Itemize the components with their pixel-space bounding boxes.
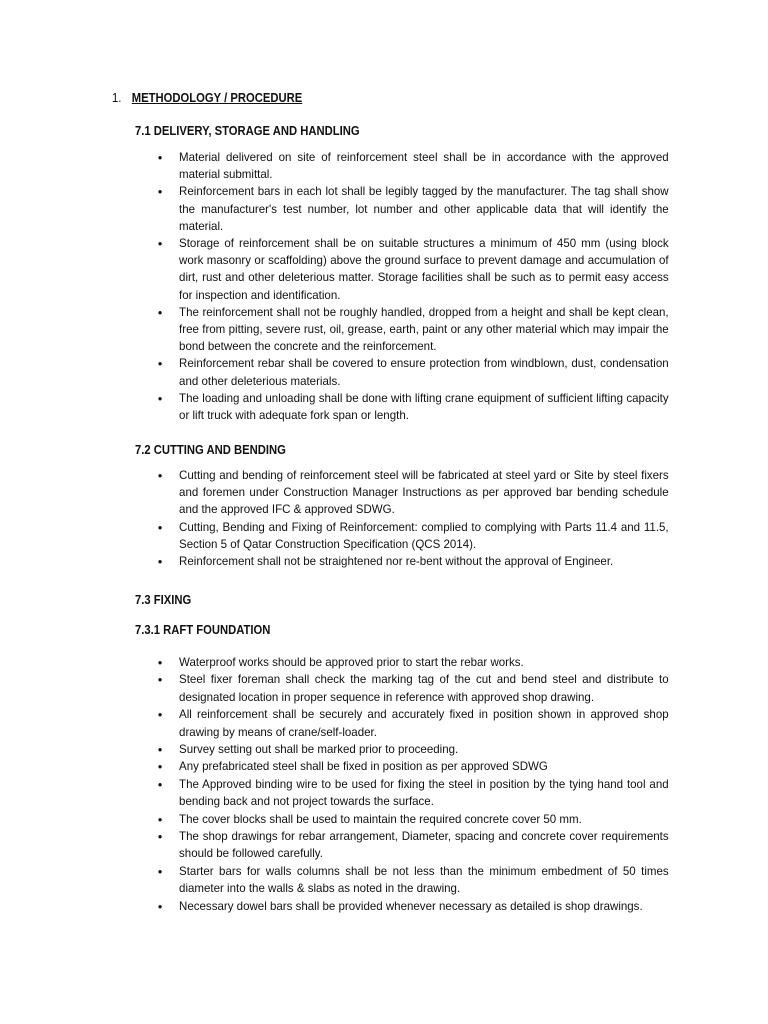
list-item [156, 355, 669, 389]
list-item [156, 706, 669, 741]
bullet-icon: • [157, 150, 163, 165]
cutting-bending-list [156, 467, 670, 570]
list-item-text: Survey setting out shall be marked prior to proceeding. [179, 742, 459, 757]
list-item [156, 828, 669, 863]
list-item [156, 811, 669, 828]
list-item-text: The cover blocks shall be used to maintain the required concrete cover 50 mm. [179, 811, 582, 826]
list-item-text: Cutting, Bending and Fixing of Reinforcement: complied to complying with Parts 11.4 and 11.5, Section 5 of Qatar Construction Specification (QCS 2014). [179, 519, 669, 551]
bullet-icon: • [157, 776, 163, 792]
bullet-icon: • [157, 236, 163, 252]
bullet-icon: • [157, 304, 163, 320]
list-item-text: The loading and unloading shall be done with lifting crane equipment of sufficient lifting capacity or lift truck with adequate fork span or length. [179, 390, 669, 423]
list-item [156, 519, 669, 553]
list-item-text: Material delivered on site of reinforcement steel shall be in accordance with the approved material submittal. [179, 150, 669, 182]
list-item [156, 149, 669, 183]
list-item [156, 776, 669, 811]
section-heading-delivery-storage: 7.1 DELIVERY, STORAGE AND HANDLING [135, 124, 360, 138]
bullet-icon: • [157, 672, 163, 688]
bullet-icon: • [157, 468, 163, 483]
main-heading-text: METHODOLOGY / PROCEDURE [131, 91, 303, 105]
list-item [156, 390, 669, 424]
delivery-storage-list [156, 149, 670, 424]
list-item [156, 304, 669, 356]
bullet-icon: • [157, 356, 163, 372]
list-item-text: Starter bars for walls columns shall be not less than the minimum embedment of 50 times diameter into the walls & slabs as noted in the drawing. [179, 863, 669, 896]
list-item [156, 235, 669, 304]
list-item-text: Waterproof works should be approved prior to start the rebar works. [179, 655, 524, 669]
section-heading-fixing: 7.3 FIXING [135, 593, 192, 607]
raft-foundation-list [156, 654, 670, 915]
list-item [156, 183, 669, 235]
list-item-text: The Approved binding wire to be used for fixing the steel in position by the tying hand tool and bending back and not project towards the surface. [179, 776, 669, 809]
list-item [156, 758, 669, 775]
bullet-icon: • [157, 811, 163, 827]
list-item [156, 553, 669, 570]
list-item-text: The reinforcement shall not be roughly handled, dropped from a height and shall be kept clean, free from pitting, severe rust, oil, grease, earth, paint or any other material which may impair the bond between the concrete and the reinforcement. [179, 304, 669, 354]
list-item-text: Reinforcement shall not be straightened nor re-bent without the approval of Engineer. [179, 554, 614, 569]
bullet-icon: • [157, 759, 163, 775]
main-heading [112, 91, 302, 105]
list-item-text: Necessary dowel bars shall be provided whenever necessary as detailed is shop drawings. [179, 898, 643, 913]
list-item [156, 863, 669, 898]
list-item [156, 654, 669, 671]
bullet-icon: • [157, 742, 163, 758]
list-item-text: Storage of reinforcement shall be on suitable structures a minimum of 450 mm (using block work masonry or scaffolding) above the ground surface to prevent damage and accumulation of dirt, rust and other deleterious matter. Storage facilities shall be such as to permit easy access for inspection and identification. [179, 236, 669, 302]
list-item [156, 467, 669, 519]
list-item [156, 671, 669, 706]
bullet-icon: • [157, 554, 163, 570]
section-heading-cutting-bending: 7.2 CUTTING AND BENDING [135, 443, 286, 457]
bullet-icon: • [157, 390, 163, 406]
list-item [156, 898, 669, 915]
bullet-icon: • [157, 519, 163, 535]
list-item-text: Reinforcement rebar shall be covered to ensure protection from windblown, dust, condensation and other deleterious materials. [179, 356, 669, 388]
list-item-text: Reinforcement bars in each lot shall be legibly tagged by the manufacturer. The tag shall show the manufacturer's test number, lot number and other applicable data that will identify the material. [179, 184, 669, 233]
bullet-icon: • [157, 184, 163, 200]
list-item-text: Cutting and bending of reinforcement steel will be fabricated at steel yard or Site by steel fixers and foremen under Construction Manager Instructions as per approved bar bending schedule and the approved IFC & approved SDWG. [179, 468, 669, 517]
list-item-text: The shop drawings for rebar arrangement, Diameter, spacing and concrete cover requirements should be followed carefully. [179, 829, 669, 861]
list-item-text: Any prefabricated steel shall be fixed in position as per approved SDWG [179, 759, 548, 774]
list-item-text: All reinforcement shall be securely and accurately fixed in position shown in approved shop drawing by means of crane/self-loader. [179, 707, 669, 739]
main-heading-number: 1. [112, 91, 122, 105]
bullet-icon: • [157, 863, 163, 879]
bullet-icon: • [157, 707, 163, 723]
bullet-icon: • [157, 898, 163, 914]
section-heading-raft-foundation: 7.3.1 RAFT FOUNDATION [135, 623, 271, 637]
list-item [156, 741, 669, 758]
list-item-text: Steel fixer foreman shall check the marking tag of the cut and bend steel and distribute to designated location in proper sequence in reference with approved shop drawing. [179, 672, 669, 704]
bullet-icon: • [157, 655, 163, 670]
bullet-icon: • [157, 829, 163, 845]
